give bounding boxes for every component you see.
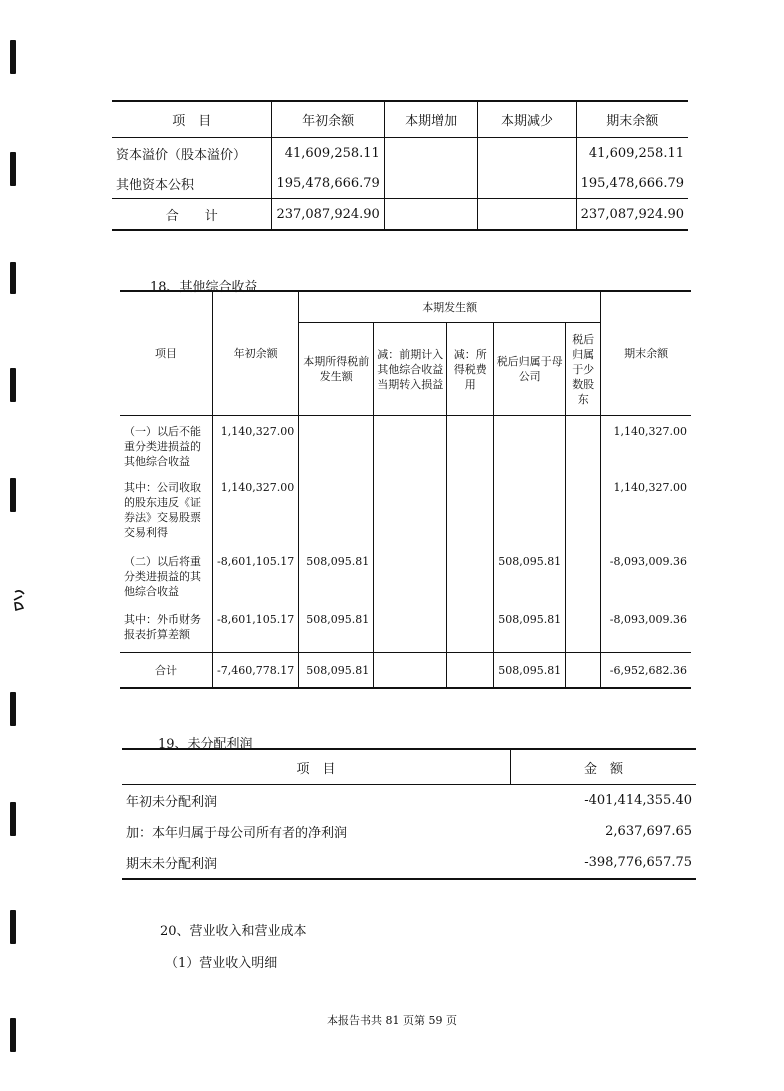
total-reclass — [374, 653, 447, 689]
table-row — [122, 785, 696, 817]
row-parent: 508,095.81 — [494, 550, 566, 608]
col-header-tax: 减：所得税费用 — [447, 323, 494, 416]
table-row — [120, 550, 691, 608]
col-header-end: 期末余额 — [576, 101, 688, 138]
binder-mark — [10, 692, 16, 726]
row-end: 1,140,327.00 — [601, 416, 691, 477]
section-title-revenue: 20、营业收入和营业成本 — [160, 924, 307, 939]
row-begin: 195,478,666.79 — [272, 168, 384, 199]
col-header-item: 项 目 — [112, 101, 272, 138]
row-minority — [566, 476, 601, 550]
table-header-row — [112, 101, 688, 138]
total-begin: 237,087,924.90 — [272, 199, 384, 231]
binder-mark — [10, 478, 16, 512]
row-tax — [447, 416, 494, 477]
row-item: 其他资本公积 — [116, 177, 195, 193]
total-parent: 508,095.81 — [494, 653, 566, 689]
col-header-decrease: 本期减少 — [478, 101, 576, 138]
row-parent: 508,095.81 — [494, 608, 566, 653]
col-header-period: 本期发生额 — [299, 291, 601, 323]
col-header-reclass: 减：前期计入其他综合收益当期转入损益 — [374, 323, 447, 416]
row-end: 41,609,258.11 — [576, 138, 688, 169]
row-minority — [566, 416, 601, 477]
col-header-amount: 金 额 — [511, 749, 697, 785]
col-header-item: 项 目 — [122, 749, 511, 785]
total-row — [120, 653, 691, 689]
col-header-parent: 税后归属于母公司 — [494, 323, 566, 416]
row-amount: -401,414,355.40 — [584, 793, 692, 808]
table-row — [112, 138, 688, 169]
binder-mark — [10, 910, 16, 944]
row-pretax: 508,095.81 — [299, 608, 374, 653]
binder-mark — [10, 802, 16, 836]
col-header-end: 期末余额 — [601, 291, 691, 416]
row-pretax — [299, 476, 374, 550]
total-label: 合 计 — [112, 199, 272, 231]
table-header-row — [120, 291, 691, 323]
row-minority — [566, 608, 601, 653]
oci-table — [120, 290, 691, 689]
col-header-pretax: 本期所得税前发生额 — [299, 323, 374, 416]
total-pretax: 508,095.81 — [299, 653, 374, 689]
row-tax — [447, 476, 494, 550]
col-header-begin: 年初余额 — [272, 101, 384, 138]
total-decrease — [478, 199, 576, 231]
total-tax — [447, 653, 494, 689]
row-item: 其中：外币财务报表折算差额 — [120, 608, 213, 653]
row-item: （二）以后将重分类进损益的其他综合收益 — [120, 550, 213, 608]
binder-mark — [10, 40, 16, 74]
row-end: 195,478,666.79 — [576, 168, 688, 199]
row-reclass — [374, 476, 447, 550]
row-amount: -398,776,657.75 — [511, 847, 697, 879]
row-end: -8,093,009.36 — [601, 608, 691, 653]
undistributed-profit-table — [122, 748, 696, 880]
total-end: -6,952,682.36 — [601, 653, 691, 689]
row-reclass — [374, 550, 447, 608]
row-pretax — [299, 416, 374, 477]
row-begin: 1,140,327.00 — [213, 476, 299, 550]
binder-mark — [10, 368, 16, 402]
total-increase — [384, 199, 478, 231]
row-item: 年初未分配利润 — [126, 795, 218, 810]
total-row — [112, 199, 688, 231]
capital-reserve-table — [112, 100, 688, 231]
col-header-increase: 本期增加 — [384, 101, 478, 138]
col-header-begin: 年初余额 — [213, 291, 299, 416]
binder-mark — [10, 262, 16, 294]
row-amount: 2,637,697.65 — [605, 824, 692, 839]
total-begin: -7,460,778.17 — [213, 653, 299, 689]
row-item: 加：本年归属于母公司所有者的净利润 — [126, 826, 348, 841]
binder-mark — [10, 152, 16, 186]
row-item: （一）以后不能重分类进损益的其他综合收益 — [120, 416, 213, 477]
row-decrease — [478, 168, 576, 199]
row-end: -8,093,009.36 — [601, 550, 691, 608]
row-decrease — [478, 138, 576, 169]
row-tax — [447, 550, 494, 608]
row-increase — [384, 168, 478, 199]
row-end: 1,140,327.00 — [601, 476, 691, 550]
row-item: 资本溢价（股本溢价） — [116, 147, 247, 163]
section-title-undistributed: 19、未分配利润 — [158, 737, 253, 752]
table-row — [120, 608, 691, 653]
row-minority — [566, 550, 601, 608]
total-end: 237,087,924.90 — [576, 199, 688, 231]
row-reclass — [374, 416, 447, 477]
table-header-row — [122, 749, 696, 785]
row-begin: -8,601,105.17 — [213, 608, 299, 653]
row-increase — [384, 138, 478, 169]
row-begin: 41,609,258.11 — [272, 138, 384, 169]
table-row — [120, 416, 691, 477]
table-row — [120, 476, 691, 550]
table-row — [112, 168, 688, 199]
row-parent — [494, 476, 566, 550]
row-begin: 1,140,327.00 — [213, 416, 299, 477]
col-header-minority: 税后归属于少数股东 — [566, 323, 601, 416]
total-minority — [566, 653, 601, 689]
table-row — [122, 847, 696, 879]
row-begin: -8,601,105.17 — [213, 550, 299, 608]
col-header-item: 项目 — [120, 291, 213, 416]
row-parent — [494, 416, 566, 477]
page-footer: 本报告书共 81 页第 59 页 — [327, 1014, 457, 1027]
row-item: 其中：公司收取的股东违反《证券法》交易股票交易利得 — [120, 476, 213, 550]
scan-artifact-icon — [12, 588, 28, 614]
subsection-title-revenue-detail: （1）营业收入明细 — [165, 956, 278, 971]
table-row — [122, 816, 696, 847]
row-tax — [447, 608, 494, 653]
row-pretax: 508,095.81 — [299, 550, 374, 608]
row-reclass — [374, 608, 447, 653]
row-item: 期末未分配利润 — [122, 847, 511, 879]
total-label: 合计 — [120, 653, 213, 689]
section-title-oci: 18、其他综合收益 — [150, 280, 258, 295]
